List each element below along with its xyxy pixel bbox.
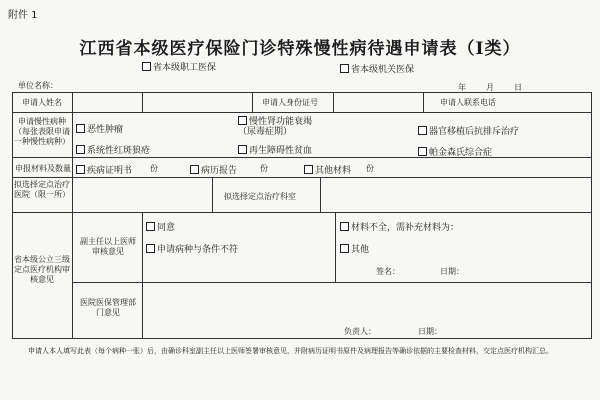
unit-copies: 份 xyxy=(366,164,374,173)
col-divider xyxy=(212,177,213,212)
unit-name-label: 单位名称： xyxy=(18,81,58,90)
checkbox-icon xyxy=(238,116,247,125)
table-border-top xyxy=(12,92,592,93)
hospital-input[interactable] xyxy=(74,179,210,210)
checkbox-icon xyxy=(190,165,199,174)
disease-section-label: 申请慢性病种（每张表限申请一种慢性病种） xyxy=(14,117,70,146)
checkbox-icon xyxy=(146,244,155,253)
date-day: 日 xyxy=(514,83,522,92)
attachment-label: 附件 1 xyxy=(8,10,38,21)
table-border-left xyxy=(12,92,13,339)
checkbox-other[interactable]: 其他 xyxy=(340,242,369,255)
checkbox-employee-insurance[interactable]: 省本级职工医保 xyxy=(142,60,216,73)
checkbox-aplastic-anemia[interactable]: 再生障碍性贫血 xyxy=(238,143,312,156)
checkbox-medical-report[interactable]: 病历报告 xyxy=(190,163,237,176)
checkbox-incomplete-materials[interactable]: 材料不全，需补充材料为： xyxy=(340,220,459,233)
col-divider xyxy=(142,212,143,338)
row-divider xyxy=(72,282,592,283)
row-divider xyxy=(12,177,592,178)
department-input[interactable] xyxy=(322,179,588,210)
date-label: 日期： xyxy=(440,267,464,276)
col-divider xyxy=(252,92,253,112)
footnote: 申请人本人填写此表（每个病种一张）后，由确诊科室副主任以上医师签署审核意见，并附病历证明书原件及病理报告等确诊依据的主要检查材料，交定点医疗机构汇总。 xyxy=(28,347,553,355)
department-label: 拟选择定点治疗科室 xyxy=(224,192,296,201)
checkbox-icon xyxy=(418,147,427,156)
hospital-label: 拟选择定点治疗医院（限一所） xyxy=(14,180,70,199)
id-number-input[interactable] xyxy=(335,94,421,110)
checkbox-renal-failure[interactable]: 慢性肾功能衰竭（尿毒症期） xyxy=(238,117,313,137)
checkbox-icon xyxy=(76,165,85,174)
phone-label: 申请人联系电话 xyxy=(440,98,496,107)
checkbox-agree[interactable]: 同意 xyxy=(146,220,175,233)
checkbox-icon xyxy=(340,222,349,231)
applicant-name-label: 申请人姓名 xyxy=(22,98,62,107)
checkbox-parkinson[interactable]: 帕金森氏综合症 xyxy=(418,145,492,158)
person-in-charge-label: 负责人： xyxy=(344,327,376,336)
review-org-label: 省本级公立三级定点医疗机构审核意见 xyxy=(14,255,70,284)
id-number-label: 申请人身份证号 xyxy=(262,98,318,107)
col-divider xyxy=(142,92,143,112)
checkbox-icon xyxy=(76,145,85,154)
checkbox-lupus[interactable]: 系统性红斑狼疮 xyxy=(76,143,150,156)
checkbox-disease-certificate[interactable]: 疾病证明书 xyxy=(76,163,132,176)
checkbox-other-materials[interactable]: 其他材料 xyxy=(304,163,351,176)
checkbox-icon xyxy=(142,62,151,71)
applicant-name-input[interactable] xyxy=(144,94,250,110)
checkbox-icon xyxy=(418,126,427,135)
col-divider xyxy=(320,177,321,212)
checkbox-government-insurance[interactable]: 省本级机关医保 xyxy=(340,62,414,75)
checkbox-icon xyxy=(340,64,349,73)
date-month: 月 xyxy=(486,83,494,92)
checkbox-mismatch[interactable]: 申请病种与条件不符 xyxy=(146,242,238,255)
unit-copies: 份 xyxy=(260,164,268,173)
signature-label: 签名： xyxy=(376,267,400,276)
form-title: 江西省本级医疗保险门诊特殊慢性病待遇申请表（Ⅰ类） xyxy=(79,39,521,59)
date-label-2: 日期： xyxy=(418,327,442,336)
checkbox-icon xyxy=(76,124,85,133)
col-divider xyxy=(72,92,73,339)
materials-label: 申报材料及数量 xyxy=(15,164,71,173)
col-divider xyxy=(335,212,336,282)
unit-copies: 份 xyxy=(150,164,158,173)
col-divider xyxy=(423,92,424,112)
row-divider xyxy=(12,157,592,158)
checkbox-icon xyxy=(340,244,349,253)
checkbox-organ-transplant[interactable]: 器官移植后抗排斥治疗 xyxy=(418,124,519,137)
checkbox-icon xyxy=(238,145,247,154)
doctor-review-label: 副主任以上医师审核意见 xyxy=(80,237,136,256)
checkbox-malignant-tumor[interactable]: 恶性肿瘤 xyxy=(76,122,123,135)
admin-review-label: 医院医保管理部门意见 xyxy=(80,298,136,317)
checkbox-icon xyxy=(304,165,313,174)
table-border-right xyxy=(591,92,592,339)
checkbox-icon xyxy=(146,222,155,231)
table-border-bottom xyxy=(12,338,592,339)
row-divider xyxy=(12,112,592,113)
date-year: 年 xyxy=(458,83,466,92)
col-divider xyxy=(333,92,334,112)
row-divider xyxy=(12,212,592,213)
